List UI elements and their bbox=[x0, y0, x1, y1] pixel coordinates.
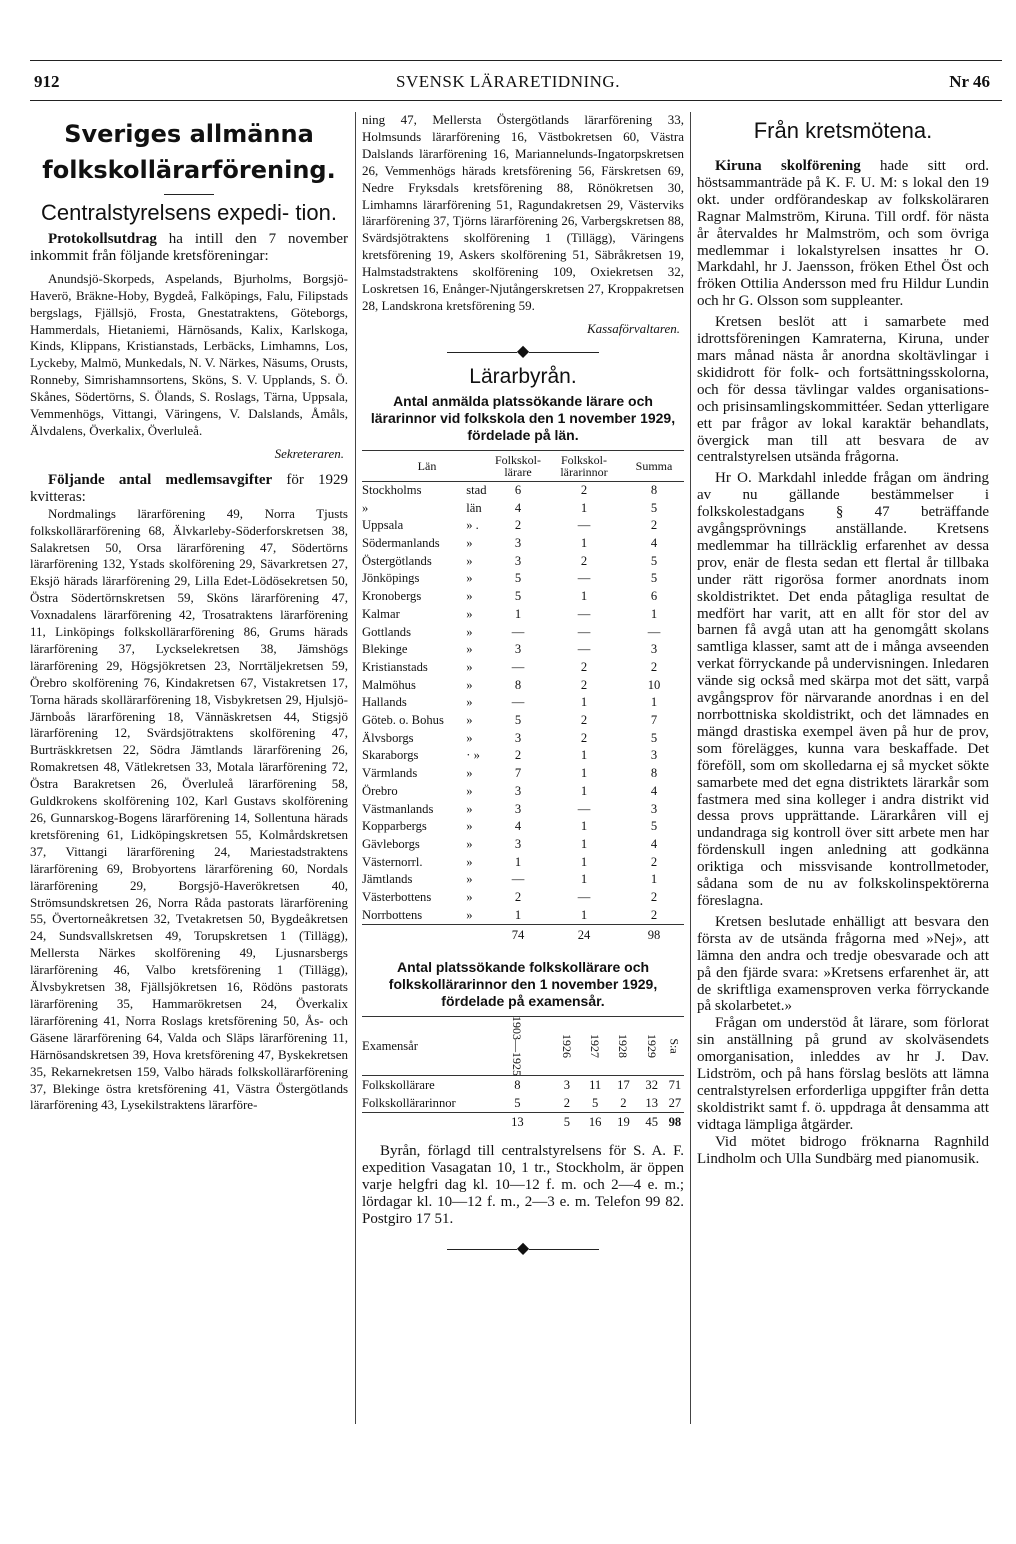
county-row bbox=[362, 606, 684, 624]
exam-row bbox=[362, 1076, 684, 1095]
county-larare: 1 bbox=[514, 854, 522, 869]
county-lararinnor: — bbox=[577, 606, 591, 621]
county-type: · » bbox=[466, 748, 480, 763]
county-type: stad bbox=[466, 482, 487, 497]
issue-number: Nr 46 bbox=[949, 72, 990, 91]
meeting-paragraph-3: Hr O. Markdahl inledde frågan om ändring av nu gällande bestämmelser i folkskolestadgans § 47 beträffande avgångsprövnings anställande. Kretsens medlemmar ha tillräcklig erfarenhet av dessa prov, enär de flesta sedan ett flertal år tillbaka under rätt rigorösa former anordnats inom skoldistriktet. Det enda påtagliga resultat de medfört har varit, att en allt för stor del av barnen få avgå utan att ha genomgått skolans samtliga klasser, samt att de i många avseenden verkat förryckande på undervisningen. Inledaren vände sig också med skärpa mot det sätt, varpå avgångsprov för närvarande anordnas i en del norrbottniska skoldistrikt, och det lämnades en mängd drastiska exempel även på hur de prov, som förelägges, kunna vara beskaffade. Det föreföll, som om skolledarna ej så mycket sökte samarbete med det egna distriktets lärarkår som fastmera med sina kolleger i andra distrikt vid dessa provs upprättande. Lärarkåren vill ej undandraga sig kontroll över sitt arbete men har fördenskull ingen anledning att godkänna oriktiga och missvisande kontrollmetoder, sådana som de nu av folkskolinspektörerna föreslagna. bbox=[697, 470, 989, 909]
county-type: » bbox=[466, 713, 473, 728]
exam-cell-y1: 8 bbox=[514, 1078, 521, 1093]
county-lararinnor: 1 bbox=[580, 854, 588, 869]
county-summa: 2 bbox=[650, 854, 658, 869]
county-name: Kronobergs bbox=[362, 589, 422, 604]
county-type: » bbox=[466, 854, 473, 869]
county-summa: 5 bbox=[650, 500, 658, 515]
county-larare: 3 bbox=[514, 801, 522, 816]
county-larare: 4 bbox=[514, 500, 522, 515]
org-title bbox=[30, 116, 348, 188]
county-lararinnor: 2 bbox=[580, 659, 588, 674]
fees-list: Nordmalings lärarförening 49, Norra Tjusts folkskollärarförening 68, Älvkarleby-Söderforskretsen 38, Salakretsen 50, Orsa lärarförening 47, Södertörns lärarförening 132, Ystads skolförening 29, Sävarkretsen 27, Eksjö härads lärarförening 29, Lilla Edet-Lödösekretsen 50, Östra Södertörnskretsen 59, Sköns lärarförening 47, Voxnadalens lärarförening 42, Trosatraktens lärarförening 11, Linköpings folkskollärarförening 86, Grums härads lärarförening 37, Lyckselekretsen 38, Jämshögs lärarförening 29, Högsjökretsen 23, Norrtäljekretsen 59, Örebro skolförening 76, Kindakretsen 67, Vistakretsen 17, Torna härads skollärarförening 18, Visbykretsen 29, Hjulsjö-Järnboås lärarförening 18, Vännäskretsen 44, Stigsjö lärarförening 12, Svärdsjötraktens skolförening 47, Burträskkretsen 22, Södra Jämtlands lärarförening 26, Romakretsen 48, Vätlekretsen 33, Motala lärarförening 72, Östra Barakretsen 26, Överluleå lärarförening 58, Guldkrokens skolförening 102, Karl Gustavs skolförening 26, Gunnarskog-Bogens lärarförening 14, Sollentuna härads kretsförening 61, Lidköpingskretsen 55, Kolmårdskretsen 37, Vittangi lärarförening 24, Mariestadstraktens lärarförening 69, Brobyortens lärarförening 60, Nordals lärarförening 29, Borgsjö-Haverökretsen 40, Strömsundskretsen 26, Norra Råda pastorats lärarförening 55, Övertorneåkretsen 32, Tvetakretsen 50, Bygdeåkretsen 24, Sundsvallskretsen 49, Torupskretsen 1 (Tillägg), Mellersta Närkes skolförening 49, Ljusnarsbergs lärarförening 46, Valbo kretsförening 1 (Tillägg), Älvsbykretsen 38, Fjällsjökretsen 16, Rödöns pastorats lärarförening 35, Hammarökretsen 24, Överkalix lärarförening 41, Norra Roslags kretsförening 50, Ås- och Gäsene lärarförening 64, Valda och Släps lärarförening 11, Härnösandskretsen 39, Hova kretsförening 47, Byskekretsen 35, Rekarnekretsen 159, Valbo härads folkskollärarförening 37, Blekinge östra kretsförening 41, Västra Östergötlands lärarförening 43, Lysekilstraktens lärarföre- bbox=[30, 505, 348, 1113]
treasurer-signature: Kassaförvaltaren. bbox=[586, 320, 680, 336]
exam-row bbox=[362, 1094, 684, 1113]
county-name: » bbox=[362, 500, 369, 515]
county-type: » bbox=[466, 677, 473, 692]
county-total-summa: 98 bbox=[647, 928, 661, 943]
county-summa: 5 bbox=[650, 819, 658, 834]
county-lararinnor: 1 bbox=[580, 872, 588, 887]
county-name: Uppsala bbox=[362, 518, 404, 533]
protocol-intro bbox=[30, 231, 348, 265]
county-type: » bbox=[466, 890, 473, 905]
county-larare: 3 bbox=[514, 535, 522, 550]
journal-title: SVENSK LÄRARETIDNING. bbox=[396, 72, 620, 91]
county-lararinnor: 1 bbox=[544, 907, 624, 925]
county-lararinnor: 2 bbox=[580, 730, 588, 745]
county-name: Malmöhus bbox=[362, 677, 416, 692]
county-row bbox=[362, 783, 684, 801]
county-name: Göteb. o. Bohus bbox=[362, 713, 444, 728]
county-lararinnor: 2 bbox=[580, 553, 588, 568]
exam-cell-label: Folkskollärarinnor bbox=[362, 1094, 482, 1113]
county-row bbox=[362, 836, 684, 854]
exam-total-y4: 19 bbox=[617, 1115, 630, 1130]
county-lararinnor: 1 bbox=[580, 500, 588, 515]
exam-header-y5 bbox=[638, 1017, 666, 1076]
exam-table-body bbox=[362, 1076, 684, 1132]
exam-total-y2: 5 bbox=[563, 1115, 571, 1130]
col-header-lararinnor: Folkskol- lärarinnor bbox=[544, 450, 624, 481]
county-row bbox=[362, 818, 684, 836]
fees-intro-text: för 1929 kvitteras: bbox=[30, 471, 348, 505]
county-lararinnor: 2 bbox=[580, 677, 588, 692]
meetings-title: Från kretsmötena. bbox=[753, 118, 933, 143]
county-summa: 3 bbox=[650, 642, 658, 657]
county-type: » . bbox=[466, 518, 479, 533]
county-row bbox=[362, 553, 684, 571]
exam-year-table bbox=[362, 1016, 684, 1131]
county-type: » bbox=[466, 606, 473, 621]
county-lararinnor: — bbox=[577, 518, 591, 533]
county-row bbox=[362, 517, 684, 535]
county-name: Skaraborgs bbox=[362, 748, 419, 763]
county-row bbox=[362, 694, 684, 712]
county-type: » bbox=[466, 730, 473, 745]
county-row bbox=[362, 747, 684, 765]
exam-header-y2-text: 1926 bbox=[559, 1034, 574, 1059]
county-lararinnor: 1 bbox=[580, 766, 588, 781]
county-row bbox=[362, 588, 684, 606]
meeting-paragraph-2: Kretsen beslöt att i samarbete med idrottsföreningen Kamraterna, Kiruna, under mars månad nästa år anordna skoltävlingar i skididrott för folk- och fortsättningsskolorna, och för dessa tävlingar valdes organisations- och prisinsamlingskommittéer. Sedan ytterligare ett par frågor av lokal karaktär behandlats, övergick man till att besvara de av centralstyrelsen utsända frågorna. bbox=[697, 314, 989, 466]
county-lararinnor: 1 bbox=[580, 836, 588, 851]
county-summa: 2 bbox=[650, 659, 658, 674]
county-type: » bbox=[466, 659, 473, 674]
county-name: Östergötlands bbox=[362, 553, 432, 568]
county-type: » bbox=[466, 642, 473, 657]
fees-lead: Följande antal medlemsavgifter bbox=[48, 471, 273, 488]
county-summa: 1 bbox=[650, 695, 658, 710]
county-row bbox=[362, 570, 684, 588]
top-border bbox=[30, 60, 1002, 61]
county-larare: 2 bbox=[514, 518, 522, 533]
county-table-body bbox=[362, 481, 684, 945]
fees-list-continued: ning 47, Mellersta Östergötlands lärarförening 33, Holmsunds lärarförening 16, Västbokretsen 60, Västra Dalslands lärarförening 16, Mariannelunds-Ingatorpskretsen 26, Vemmenhögs härads kretsförening 56, Färskretsen 69, Nedre Fryksdals kretsförening 88, Rönökretsen 30, Limhamns lärarförening 51, Ragundakretsen 29, Västerviks lärarförening 37, Tjörns lärarförening 26, Varbergskretsen 88, Svärdsjötraktens skolförening 1 (Tillägg), Väringens kretsförening 19, Askers skolförening 51, Säbråkretsen 19, Halmstadstraktens skolförening 109, Oxiekretsen 32, Loskretsen 16, Enånger-Njutångerskretsen 27, Kroppakretsen 28, Landskrona kretsförening 59. bbox=[362, 112, 684, 313]
county-larare: 3 bbox=[514, 783, 522, 798]
org-title-line-1: Sveriges allmänna bbox=[64, 120, 314, 148]
col-header-larare: Folkskol- lärare bbox=[492, 450, 544, 481]
county-larare: 8 bbox=[514, 677, 522, 692]
fees-intro bbox=[30, 472, 348, 506]
county-lararinnor: 1 bbox=[580, 535, 588, 550]
county-type: » bbox=[466, 766, 473, 781]
meeting-paragraph-1 bbox=[697, 158, 989, 310]
exam-cell-y5: 32 bbox=[645, 1078, 659, 1093]
county-lararinnor: — bbox=[577, 624, 591, 639]
county-totals-row bbox=[362, 925, 684, 945]
exam-header-y1-text: 1903—1925 bbox=[510, 1016, 525, 1077]
county-lararinnor: 1 bbox=[580, 695, 588, 710]
column-rule-2 bbox=[690, 112, 691, 1424]
exam-header-y4-text: 1928 bbox=[616, 1034, 631, 1059]
county-larare: 4 bbox=[514, 819, 522, 834]
county-summa: 2 bbox=[650, 518, 658, 533]
county-name: Kristianstads bbox=[362, 659, 428, 674]
county-type: » bbox=[466, 589, 473, 604]
exam-header-y4 bbox=[609, 1017, 637, 1076]
column-1 bbox=[30, 112, 348, 1114]
county-row bbox=[362, 801, 684, 819]
column-3 bbox=[697, 112, 989, 1167]
county-name: Norrbottens bbox=[362, 907, 462, 925]
exam-cell-sum: 71 bbox=[668, 1078, 682, 1093]
county-summa: 2 bbox=[650, 890, 658, 905]
section-ornament: ◆ bbox=[362, 347, 684, 357]
table1-title: Antal anmälda platssökande lärare och lärarinnor vid folkskola den 1 november 1929, fördelade på län. bbox=[370, 392, 676, 443]
county-lararinnor: 1 bbox=[580, 589, 588, 604]
column-2 bbox=[362, 112, 684, 1262]
county-name: Blekinge bbox=[362, 642, 408, 657]
section-ornament-2: ◆ bbox=[362, 1244, 684, 1254]
county-type: » bbox=[466, 624, 473, 639]
county-name: Västmanlands bbox=[362, 801, 434, 816]
county-row bbox=[362, 659, 684, 677]
county-row bbox=[362, 854, 684, 872]
exam-header-y3-text: 1927 bbox=[588, 1034, 603, 1059]
exam-header-y5-text: 1929 bbox=[644, 1034, 659, 1059]
col-header-lan: Län bbox=[362, 450, 492, 481]
county-summa: 6 bbox=[650, 589, 658, 604]
county-total-lararinnor: 24 bbox=[577, 928, 591, 943]
meeting-paragraph-4: Kretsen beslutade enhälligt att besvara den första av de utsända frågorna med »Nej», att lämna den andra och tredje obesvarade och att på den fjärde svara: »Kretsens erfarenhet är, att de skriftliga examensproven verka förryckande på skolarbetet.» bbox=[697, 913, 989, 1015]
county-larare: 2 bbox=[514, 890, 522, 905]
county-lararinnor: — bbox=[577, 801, 591, 816]
county-larare: — bbox=[511, 659, 525, 674]
county-summa: 3 bbox=[650, 801, 658, 816]
county-larare: 3 bbox=[514, 836, 522, 851]
county-larare: — bbox=[511, 872, 525, 887]
bureau-info: Byrån, förlagd till centralstyrelsens för S. A. F. expedition Vasagatan 10, 1 tr., Stockholm, är öppen varje helgfri dag kl. 10—12 f. m. och 2—4 e. m.; lördagar kl. 10—12 f. m., 2—3 e. m. Telefon 99 82. Postgiro 17 51. bbox=[362, 1143, 684, 1227]
county-type: län bbox=[466, 500, 482, 515]
county-row bbox=[362, 641, 684, 659]
county-name: Gävleborgs bbox=[362, 836, 420, 851]
title-rule bbox=[164, 194, 214, 195]
county-summa: 4 bbox=[650, 535, 658, 550]
protocol-intro-text: ha intill den 7 november inkommit från följande kretsföreningar: bbox=[30, 231, 348, 264]
county-summa: 4 bbox=[650, 836, 658, 851]
county-name: Jönköpings bbox=[362, 571, 420, 586]
county-name: Stockholms bbox=[362, 482, 422, 497]
county-larare: 6 bbox=[514, 482, 522, 497]
county-summa: 4 bbox=[650, 783, 658, 798]
county-row bbox=[362, 481, 684, 499]
exam-header-y1 bbox=[482, 1017, 553, 1076]
column-rule-1 bbox=[355, 112, 356, 1424]
exam-totals-blank bbox=[362, 1113, 482, 1132]
meeting-paragraph-5: Frågan om understöd åt lärare, som förlorat sin anställning på grund av skolväsendets omorganisation, inleddes av hr J. Dav. Lidström, och på hans förslag beslöts att lämna centralstyrelsen erforderliga uppgifter från detta skoldistrikt samt f. ö. uppdraga åt densamma att vidtaga lämpliga åtgärder. bbox=[697, 1015, 989, 1133]
bureau-title: Lärarbyrån. bbox=[469, 364, 577, 388]
county-summa: — bbox=[647, 624, 661, 639]
county-name: Gottlands bbox=[362, 624, 411, 639]
county-type: » bbox=[466, 783, 473, 798]
county-summa: 8 bbox=[650, 482, 658, 497]
county-row bbox=[362, 907, 684, 925]
county-larare: 5 bbox=[514, 571, 522, 586]
county-lararinnor: 1 bbox=[580, 748, 588, 763]
kiruna-lead: Kiruna skolförening bbox=[715, 158, 861, 174]
exam-cell-label: Folkskollärare bbox=[362, 1078, 435, 1093]
county-summa: 2 bbox=[624, 907, 684, 925]
county-summa: 5 bbox=[650, 553, 658, 568]
county-type: » bbox=[466, 535, 473, 550]
county-summa: 5 bbox=[650, 571, 658, 586]
county-table bbox=[362, 450, 684, 945]
exam-cell-sum: 27 bbox=[666, 1094, 684, 1113]
exam-cell-y3: 11 bbox=[589, 1078, 602, 1093]
exam-cell-y4: 17 bbox=[617, 1078, 630, 1093]
protocol-lead: Protokollsutdrag bbox=[48, 231, 157, 247]
county-type: » bbox=[462, 907, 492, 925]
county-total-larare: 74 bbox=[511, 928, 525, 943]
page-number: 912 bbox=[34, 72, 60, 91]
exam-total-y3: 16 bbox=[588, 1115, 602, 1130]
county-summa: 1 bbox=[650, 872, 658, 887]
county-name: Västerbottens bbox=[362, 890, 432, 905]
county-row bbox=[362, 871, 684, 889]
county-larare: 1 bbox=[514, 606, 522, 621]
county-summa: 7 bbox=[650, 713, 658, 728]
county-row bbox=[362, 730, 684, 748]
county-name: Älvsborgs bbox=[362, 730, 414, 745]
county-type: » bbox=[466, 872, 473, 887]
county-row bbox=[362, 712, 684, 730]
exam-header-label: Examensår bbox=[362, 1017, 482, 1076]
county-larare: 5 bbox=[514, 589, 522, 604]
county-row bbox=[362, 677, 684, 695]
county-row bbox=[362, 765, 684, 783]
county-type: » bbox=[466, 819, 473, 834]
county-lararinnor: 2 bbox=[580, 713, 588, 728]
county-name: Kopparbergs bbox=[362, 819, 427, 834]
county-larare: 1 bbox=[492, 907, 544, 925]
county-larare: — bbox=[511, 624, 525, 639]
exam-header-sum-text: S:a bbox=[667, 1038, 682, 1054]
protocol-list: Anundsjö-Skorpeds, Aspelands, Bjurholms, Borgsjö-Haverö, Bräkne-Hoby, Bygdeå, Falköpings, Falu, Filipstads bergslags, Fjällsjö, Frosta, Gnestatraktens, Göteborgs, Hammerdals, Hietaniemi, Härnösands, Kalix, Karlskoga, Kinds, Klippans, Kristianstads, Lerbäcks, Limhamns, Los, Lyckeby, Malmö, Munkedals, N. V. Närkes, Näsums, Orusts, Ronneby, Simrishamnsortens, Sköns, S. V. Upplands, S. Ö. Skånes, Södertörns, S. Ölands, S. Roslags, Tärna, Uppsala, Vemmenhögs, Vittangi, Väringens, V. Dalslands, Åmåls, Älvdalens, Överkalix, Överluleå. bbox=[30, 270, 348, 438]
county-type: » bbox=[466, 801, 473, 816]
exam-cell-y5: 13 bbox=[638, 1094, 666, 1113]
county-summa: 8 bbox=[650, 766, 658, 781]
county-row bbox=[362, 889, 684, 907]
secretary-signature: Sekreteraren. bbox=[274, 445, 344, 461]
county-row bbox=[362, 624, 684, 642]
county-name: Hallands bbox=[362, 695, 407, 710]
meeting-paragraph-6: Vid mötet bidrogo fröknarna Ragnhild Lindholm och Ulla Sundbärg med pianomusik. bbox=[697, 1133, 989, 1167]
county-lararinnor: 2 bbox=[580, 482, 588, 497]
county-type: » bbox=[466, 695, 473, 710]
county-summa: 10 bbox=[647, 677, 661, 692]
exam-cell-y2: 2 bbox=[553, 1094, 581, 1113]
county-larare: — bbox=[511, 695, 525, 710]
county-summa: 3 bbox=[650, 748, 658, 763]
col-header-summa: Summa bbox=[624, 450, 684, 481]
county-row bbox=[362, 500, 684, 518]
county-name: Jämtlands bbox=[362, 872, 413, 887]
exam-cell-y2: 3 bbox=[563, 1078, 571, 1093]
county-summa: 5 bbox=[650, 730, 658, 745]
exam-cell-y4: 2 bbox=[609, 1094, 637, 1113]
exam-total-y1: 13 bbox=[511, 1115, 524, 1130]
org-title-line-2: folkskollärarförening. bbox=[42, 156, 336, 184]
county-name: Västernorrl. bbox=[362, 854, 423, 869]
table2-title: Antal platssökande folkskollärare och folkskollärarinnor den 1 november 1929, fördelade på examensår. bbox=[388, 959, 658, 1010]
exam-header-y2 bbox=[553, 1017, 581, 1076]
county-type: » bbox=[466, 553, 473, 568]
county-row bbox=[362, 535, 684, 553]
county-larare: 7 bbox=[514, 766, 522, 781]
county-type: » bbox=[466, 571, 473, 586]
county-larare: 3 bbox=[514, 553, 522, 568]
totals-blank bbox=[362, 925, 492, 945]
county-summa: 1 bbox=[650, 606, 658, 621]
county-lararinnor: — bbox=[577, 571, 591, 586]
expedition-subtitle: Centralstyrelsens expedi- tion. bbox=[41, 200, 337, 225]
county-name: Kalmar bbox=[362, 606, 400, 621]
county-lararinnor: — bbox=[577, 642, 591, 657]
exam-totals-row bbox=[362, 1113, 684, 1132]
exam-header-sum bbox=[666, 1017, 684, 1076]
exam-total-y5: 45 bbox=[645, 1115, 659, 1130]
county-larare: 2 bbox=[514, 748, 522, 763]
county-name: Örebro bbox=[362, 783, 398, 798]
county-name: Södermanlands bbox=[362, 535, 440, 550]
exam-header-y3 bbox=[581, 1017, 609, 1076]
county-lararinnor: 1 bbox=[580, 783, 588, 798]
county-name: Värmlands bbox=[362, 766, 418, 781]
county-larare: 3 bbox=[514, 642, 522, 657]
exam-cell-y3: 5 bbox=[581, 1094, 609, 1113]
county-type: » bbox=[466, 836, 473, 851]
exam-cell-y1: 5 bbox=[482, 1094, 553, 1113]
county-lararinnor: — bbox=[577, 890, 591, 905]
county-larare: 3 bbox=[514, 730, 522, 745]
header-rule bbox=[30, 100, 1002, 101]
county-larare: 5 bbox=[514, 713, 522, 728]
exam-total-sum: 98 bbox=[668, 1115, 682, 1130]
county-lararinnor: 1 bbox=[580, 819, 588, 834]
meeting-paragraph-1-text: hade sitt ord. höstsammanträde på K. F. U. M: s lokal den 19 okt. under ordförandeskap av folkskoläraren Ragnar Malmström, Kiruna. Till ordf. för nästa år återvaldes hr Malmström, och som övriga medlemmar i lokalstyrelsen insattes hr O. Markdahl, hr J. Jaensson, fröken Ethel Öst och fröken Ottilia Andersson med fru Hildur Lundin och hr G. Olsson som suppleanter. bbox=[697, 158, 989, 310]
